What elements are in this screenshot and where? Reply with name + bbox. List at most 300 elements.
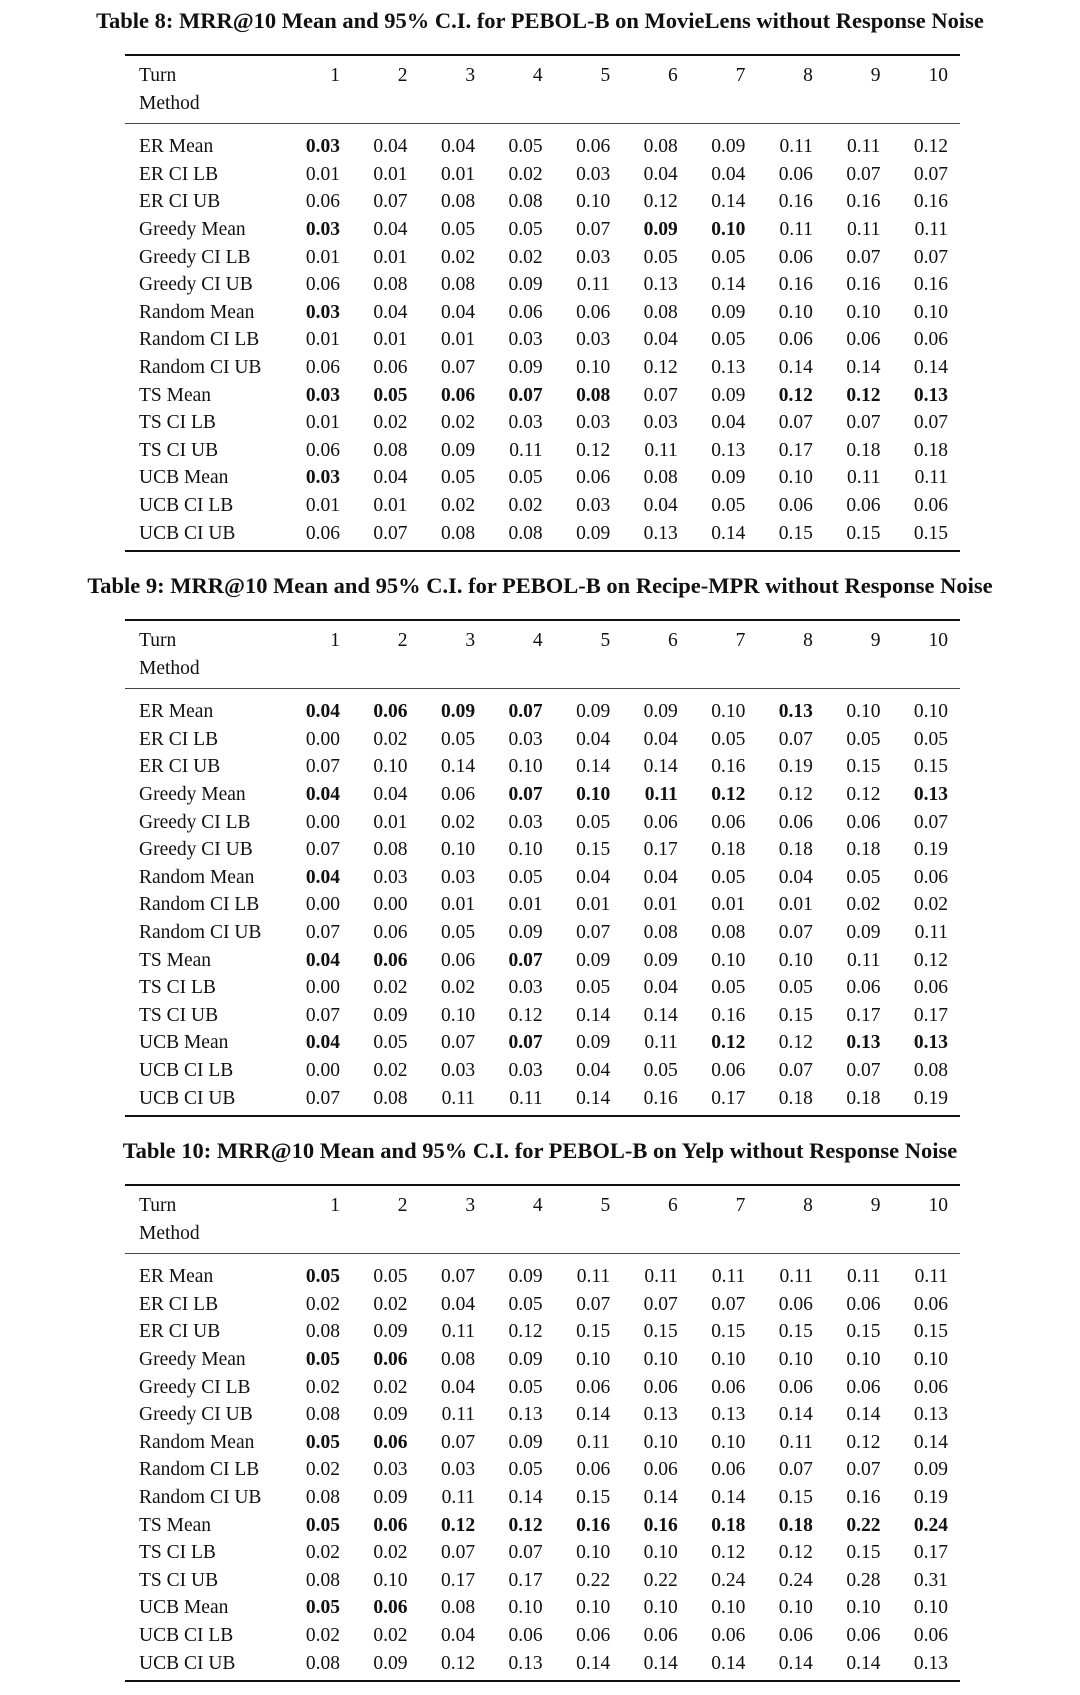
value-cell: 0.07 xyxy=(576,921,611,943)
value-cell: 0.06 xyxy=(913,1293,948,1315)
value-cell: 0.05 xyxy=(846,728,881,750)
value-cell: 0.06 xyxy=(778,329,813,351)
value-cell: 0.15 xyxy=(576,1321,611,1343)
best-value: 0.03 xyxy=(305,218,340,240)
value-cell: 0.01 xyxy=(305,163,340,185)
table-row xyxy=(125,409,960,437)
best-value: 0.08 xyxy=(576,384,611,406)
best-value: 0.18 xyxy=(778,1514,813,1536)
value-cell xyxy=(290,1254,358,1291)
value-cell: 0.14 xyxy=(561,1650,629,1682)
value-cell: 0.02 xyxy=(305,1459,340,1481)
value-cell: 0.03 xyxy=(576,412,611,434)
value-cell xyxy=(290,299,358,327)
value-cell: 0.10 xyxy=(846,701,881,723)
value-cell: 0.06 xyxy=(846,811,881,833)
value-cell: 0.05 xyxy=(508,1459,543,1481)
value-cell: 0.00 xyxy=(305,811,340,833)
header-turn-number: 7 xyxy=(696,620,764,655)
value-cell: 0.06 xyxy=(846,1376,881,1398)
value-cell: 0.03 xyxy=(508,1059,543,1081)
value-cell: 0.09 xyxy=(561,520,629,552)
method-label: UCB CI LB xyxy=(139,1624,234,1646)
value-cell: 0.04 xyxy=(373,136,408,158)
value-cell: 0.05 xyxy=(711,866,746,888)
results-table xyxy=(125,619,960,1117)
value-cell xyxy=(561,382,629,410)
value-cell: 0.08 xyxy=(440,274,476,296)
value-cell: 0.02 xyxy=(913,894,948,916)
value-cell: 0.04 xyxy=(576,866,611,888)
header-turn-number: 8 xyxy=(763,55,831,90)
value-cell: 0.14 xyxy=(561,1085,629,1117)
method-label: UCB Mean xyxy=(139,1032,229,1054)
value-cell: 0.01 xyxy=(440,163,476,185)
best-value: 0.05 xyxy=(305,1597,340,1619)
value-cell: 0.15 xyxy=(778,1004,813,1026)
method-label: Random Mean xyxy=(139,866,255,888)
value-cell: 0.12 xyxy=(576,439,611,461)
value-cell: 0.05 xyxy=(711,728,746,750)
value-cell: 0.08 xyxy=(290,1650,358,1682)
value-cell: 0.09 xyxy=(508,1266,543,1288)
value-cell: 0.10 xyxy=(846,1597,881,1619)
value-cell: 0.13 xyxy=(643,274,678,296)
header-turn-number: 1 xyxy=(290,1185,358,1220)
value-cell xyxy=(831,1029,899,1057)
value-cell: 0.05 xyxy=(373,1266,408,1288)
method-label: UCB CI LB xyxy=(139,494,234,516)
value-cell: 0.04 xyxy=(643,329,678,351)
value-cell: 0.01 xyxy=(440,329,476,351)
header-method: Method xyxy=(125,90,290,124)
table-row xyxy=(125,216,960,244)
value-cell: 0.06 xyxy=(305,191,340,213)
method-label: UCB Mean xyxy=(139,467,229,489)
table-row xyxy=(125,974,960,1002)
method-label: Random Mean xyxy=(139,301,255,323)
best-value: 0.10 xyxy=(576,783,611,805)
value-cell xyxy=(290,1512,358,1540)
value-cell: 0.02 xyxy=(440,412,476,434)
value-cell: 0.01 xyxy=(508,894,543,916)
value-cell: 0.07 xyxy=(778,728,813,750)
best-value: 0.13 xyxy=(913,783,948,805)
value-cell: 0.06 xyxy=(778,1376,813,1398)
value-cell: 0.09 xyxy=(508,1348,543,1370)
value-cell: 0.06 xyxy=(778,811,813,833)
value-cell: 0.10 xyxy=(508,1597,543,1619)
value-cell: 0.02 xyxy=(373,977,408,999)
value-cell: 0.09 xyxy=(440,439,476,461)
value-cell xyxy=(358,1594,426,1622)
value-cell: 0.02 xyxy=(373,412,408,434)
value-cell: 0.11 xyxy=(441,1404,476,1426)
value-cell xyxy=(763,382,831,410)
value-cell: 0.00 xyxy=(373,894,408,916)
value-cell: 0.10 xyxy=(913,301,948,323)
header-turn-number: 3 xyxy=(426,620,494,655)
value-cell: 0.06 xyxy=(778,1624,813,1646)
value-cell: 0.17 xyxy=(913,1004,948,1026)
header-turn: Turn xyxy=(125,55,290,90)
table-row xyxy=(125,726,960,754)
table-row xyxy=(125,299,960,327)
value-cell xyxy=(290,464,358,492)
value-cell: 0.05 xyxy=(508,1376,543,1398)
table-row xyxy=(125,188,960,216)
value-cell: 0.14 xyxy=(696,1650,764,1682)
value-cell: 0.12 xyxy=(426,1650,494,1682)
header-turn-number: 2 xyxy=(358,620,426,655)
value-cell xyxy=(290,1429,358,1457)
value-cell xyxy=(290,1346,358,1374)
value-cell: 0.03 xyxy=(373,1459,408,1481)
table-row xyxy=(125,492,960,520)
value-cell: 0.02 xyxy=(305,1293,340,1315)
value-cell: 0.10 xyxy=(440,839,476,861)
value-cell: 0.11 xyxy=(914,921,948,943)
best-value: 0.04 xyxy=(305,1032,340,1054)
best-value: 0.13 xyxy=(778,701,813,723)
best-value: 0.05 xyxy=(305,1348,340,1370)
value-cell: 0.12 xyxy=(508,1321,543,1343)
best-value: 0.06 xyxy=(373,1348,408,1370)
value-cell: 0.14 xyxy=(643,1004,678,1026)
best-value: 0.06 xyxy=(373,701,408,723)
value-cell: 0.14 xyxy=(846,1404,881,1426)
header-turn-number: 1 xyxy=(290,620,358,655)
value-cell: 0.09 xyxy=(576,1032,611,1054)
value-cell: 0.17 xyxy=(696,1085,764,1117)
table-8 xyxy=(125,54,960,552)
value-cell: 0.14 xyxy=(628,1650,696,1682)
method-label: ER Mean xyxy=(139,136,214,158)
value-cell xyxy=(290,216,358,244)
value-cell: 0.11 xyxy=(779,1431,813,1453)
value-cell: 0.07 xyxy=(846,163,881,185)
value-cell: 0.11 xyxy=(847,218,881,240)
value-cell: 0.07 xyxy=(711,1293,746,1315)
value-cell: 0.10 xyxy=(846,301,881,323)
value-cell: 0.15 xyxy=(913,1321,948,1343)
table-row xyxy=(125,464,960,492)
value-cell: 0.04 xyxy=(440,1376,476,1398)
best-value: 0.07 xyxy=(508,949,543,971)
value-cell xyxy=(358,1346,426,1374)
table-row xyxy=(125,1594,960,1622)
value-cell: 0.08 xyxy=(913,1059,948,1081)
value-cell: 0.08 xyxy=(643,301,678,323)
method-label: ER CI LB xyxy=(139,163,219,185)
value-cell: 0.14 xyxy=(440,756,476,778)
header-turn-number: 5 xyxy=(561,1185,629,1220)
value-cell xyxy=(290,689,358,726)
value-cell: 0.11 xyxy=(914,467,948,489)
value-cell: 0.08 xyxy=(711,921,746,943)
value-cell: 0.13 xyxy=(508,1404,543,1426)
best-value: 0.11 xyxy=(644,783,678,805)
value-cell: 0.07 xyxy=(913,246,948,268)
value-cell: 0.15 xyxy=(576,1486,611,1508)
value-cell: 0.05 xyxy=(913,728,948,750)
value-cell: 0.07 xyxy=(440,1032,476,1054)
value-cell xyxy=(561,781,629,809)
value-cell: 0.06 xyxy=(508,1624,543,1646)
value-cell: 0.11 xyxy=(644,1032,678,1054)
value-cell xyxy=(493,382,561,410)
header-turn-number: 2 xyxy=(358,1185,426,1220)
best-value: 0.05 xyxy=(305,1431,340,1453)
header-turn-number: 2 xyxy=(358,55,426,90)
value-cell: 0.04 xyxy=(373,301,408,323)
value-cell: 0.02 xyxy=(373,1293,408,1315)
header-turn-number: 7 xyxy=(696,1185,764,1220)
value-cell: 0.05 xyxy=(508,866,543,888)
value-cell: 0.06 xyxy=(305,356,340,378)
value-cell: 0.06 xyxy=(778,246,813,268)
value-cell: 0.07 xyxy=(913,811,948,833)
value-cell: 0.11 xyxy=(493,1085,561,1117)
header-turn-number: 6 xyxy=(628,55,696,90)
best-value: 0.06 xyxy=(373,1514,408,1536)
table-row xyxy=(125,1374,960,1402)
value-cell: 0.06 xyxy=(913,329,948,351)
table-row xyxy=(125,753,960,781)
value-cell: 0.13 xyxy=(711,439,746,461)
value-cell: 0.18 xyxy=(846,439,881,461)
value-cell: 0.10 xyxy=(576,1597,611,1619)
best-value: 0.06 xyxy=(373,949,408,971)
value-cell: 0.06 xyxy=(778,494,813,516)
value-cell: 0.15 xyxy=(913,756,948,778)
value-cell: 0.12 xyxy=(778,783,813,805)
value-cell: 0.11 xyxy=(847,136,881,158)
value-cell: 0.08 xyxy=(440,1597,476,1619)
value-cell: 0.15 xyxy=(846,1321,881,1343)
value-cell xyxy=(426,382,494,410)
value-cell: 0.11 xyxy=(576,1266,611,1288)
value-cell: 0.08 xyxy=(426,520,494,552)
value-cell: 0.05 xyxy=(440,218,476,240)
header-turn-number: 8 xyxy=(763,1185,831,1220)
value-cell: 0.10 xyxy=(576,356,611,378)
value-cell: 0.10 xyxy=(711,1597,746,1619)
value-cell: 0.10 xyxy=(576,1542,611,1564)
value-cell: 0.06 xyxy=(440,783,476,805)
value-cell: 0.01 xyxy=(373,811,408,833)
value-cell: 0.16 xyxy=(846,191,881,213)
value-cell: 0.11 xyxy=(847,949,881,971)
table-row xyxy=(125,1456,960,1484)
value-cell: 0.09 xyxy=(373,1321,408,1343)
value-cell: 0.06 xyxy=(643,1459,678,1481)
value-cell: 0.07 xyxy=(913,412,948,434)
table-row xyxy=(125,1539,960,1567)
header-method: Method xyxy=(125,655,290,689)
value-cell: 0.16 xyxy=(711,756,746,778)
value-cell: 0.09 xyxy=(711,301,746,323)
value-cell: 0.19 xyxy=(913,1486,948,1508)
method-label: TS CI UB xyxy=(139,439,219,461)
header-turn-number: 4 xyxy=(493,55,561,90)
value-cell: 0.08 xyxy=(493,520,561,552)
value-cell: 0.15 xyxy=(711,1321,746,1343)
value-cell: 0.02 xyxy=(440,977,476,999)
value-cell: 0.14 xyxy=(508,1486,543,1508)
value-cell: 0.10 xyxy=(711,1348,746,1370)
value-cell: 0.03 xyxy=(508,728,543,750)
value-cell: 0.09 xyxy=(508,356,543,378)
value-cell: 0.07 xyxy=(440,1431,476,1453)
value-cell: 0.06 xyxy=(846,494,881,516)
value-cell: 0.06 xyxy=(778,1293,813,1315)
header-turn-number: 9 xyxy=(831,1185,899,1220)
value-cell: 0.11 xyxy=(441,1486,476,1508)
best-value: 0.06 xyxy=(440,384,476,406)
value-cell: 0.11 xyxy=(509,439,543,461)
value-cell: 0.11 xyxy=(779,1266,813,1288)
value-cell: 0.07 xyxy=(913,163,948,185)
value-cell: 0.13 xyxy=(628,520,696,552)
value-cell: 0.07 xyxy=(778,1059,813,1081)
value-cell: 0.09 xyxy=(711,467,746,489)
value-cell: 0.01 xyxy=(576,894,611,916)
value-cell: 0.04 xyxy=(711,163,746,185)
value-cell: 0.18 xyxy=(763,1085,831,1117)
table-row xyxy=(125,836,960,864)
best-value: 0.05 xyxy=(305,1266,340,1288)
header-turn-number: 4 xyxy=(493,620,561,655)
value-cell xyxy=(358,1429,426,1457)
value-cell: 0.06 xyxy=(778,163,813,185)
value-cell: 0.04 xyxy=(643,866,678,888)
value-cell: 0.10 xyxy=(778,1597,813,1619)
value-cell: 0.01 xyxy=(305,412,340,434)
table-row xyxy=(125,947,960,975)
value-cell: 0.08 xyxy=(643,136,678,158)
value-cell: 0.10 xyxy=(576,191,611,213)
value-cell: 0.07 xyxy=(778,412,813,434)
value-cell xyxy=(561,1512,629,1540)
value-cell: 0.10 xyxy=(373,756,408,778)
value-cell: 0.02 xyxy=(305,1376,340,1398)
value-cell: 0.10 xyxy=(711,701,746,723)
value-cell: 0.14 xyxy=(846,356,881,378)
method-label: Greedy Mean xyxy=(139,783,246,805)
method-label: ER CI LB xyxy=(139,728,219,750)
best-value: 0.12 xyxy=(711,1032,746,1054)
table-row xyxy=(125,382,960,410)
method-label: Greedy CI UB xyxy=(139,839,253,861)
value-cell: 0.10 xyxy=(576,1348,611,1370)
value-cell: 0.24 xyxy=(778,1569,813,1591)
value-cell: 0.06 xyxy=(913,1376,948,1398)
value-cell: 0.07 xyxy=(778,921,813,943)
value-cell: 0.05 xyxy=(508,1293,543,1315)
header-turn-number: 10 xyxy=(898,620,960,655)
value-cell: 0.06 xyxy=(711,1059,746,1081)
method-label: Random CI UB xyxy=(139,356,262,378)
value-cell: 0.12 xyxy=(778,1032,813,1054)
table-row xyxy=(125,244,960,272)
value-cell xyxy=(493,689,561,726)
value-cell: 0.09 xyxy=(373,1004,408,1026)
value-cell: 0.10 xyxy=(711,949,746,971)
value-cell: 0.09 xyxy=(711,136,746,158)
value-cell: 0.11 xyxy=(644,1266,678,1288)
value-cell: 0.14 xyxy=(643,1486,678,1508)
value-cell: 0.10 xyxy=(913,701,948,723)
best-value: 0.04 xyxy=(305,866,340,888)
method-label: UCB CI UB xyxy=(125,520,290,552)
value-cell: 0.11 xyxy=(426,1085,494,1117)
value-cell: 0.10 xyxy=(643,1431,678,1453)
value-cell: 0.02 xyxy=(440,811,476,833)
best-value: 0.06 xyxy=(373,1597,408,1619)
value-cell: 0.06 xyxy=(576,467,611,489)
best-value: 0.09 xyxy=(643,218,678,240)
value-cell: 0.15 xyxy=(643,1321,678,1343)
value-cell: 0.18 xyxy=(778,839,813,861)
value-cell: 0.10 xyxy=(508,839,543,861)
value-cell: 0.00 xyxy=(305,1059,340,1081)
value-cell: 0.15 xyxy=(846,1542,881,1564)
value-cell: 0.01 xyxy=(440,894,476,916)
value-cell: 0.14 xyxy=(913,1431,948,1453)
value-cell xyxy=(358,689,426,726)
value-cell: 0.07 xyxy=(643,1293,678,1315)
value-cell: 0.02 xyxy=(846,894,881,916)
value-cell: 0.18 xyxy=(831,1085,899,1117)
value-cell: 0.13 xyxy=(711,356,746,378)
method-label: Random Mean xyxy=(139,1431,255,1453)
value-cell xyxy=(696,1512,764,1540)
header-turn-number: 3 xyxy=(426,1185,494,1220)
value-cell: 0.10 xyxy=(846,1348,881,1370)
value-cell: 0.04 xyxy=(778,866,813,888)
value-cell: 0.04 xyxy=(440,1293,476,1315)
value-cell: 0.15 xyxy=(831,520,899,552)
value-cell: 0.10 xyxy=(508,756,543,778)
value-cell: 0.04 xyxy=(440,1624,476,1646)
value-cell: 0.07 xyxy=(440,1542,476,1564)
best-value: 0.12 xyxy=(711,783,746,805)
value-cell xyxy=(290,864,358,892)
best-value: 0.03 xyxy=(305,136,340,158)
value-cell xyxy=(831,1512,899,1540)
best-value: 0.13 xyxy=(913,384,948,406)
value-cell: 0.06 xyxy=(440,949,476,971)
table-row xyxy=(125,1650,960,1682)
value-cell: 0.06 xyxy=(508,301,543,323)
value-cell: 0.01 xyxy=(373,163,408,185)
table-row xyxy=(125,1512,960,1540)
value-cell: 0.09 xyxy=(643,701,678,723)
best-value: 0.10 xyxy=(711,218,746,240)
method-label: UCB CI UB xyxy=(125,1085,290,1117)
value-cell: 0.24 xyxy=(711,1569,746,1591)
value-cell: 0.14 xyxy=(913,356,948,378)
best-value: 0.12 xyxy=(508,1514,543,1536)
header-turn-number: 7 xyxy=(696,55,764,90)
value-cell xyxy=(290,382,358,410)
value-cell: 0.12 xyxy=(846,783,881,805)
value-cell: 0.17 xyxy=(643,839,678,861)
value-cell: 0.10 xyxy=(778,1348,813,1370)
value-cell: 0.07 xyxy=(440,356,476,378)
value-cell: 0.11 xyxy=(779,136,813,158)
